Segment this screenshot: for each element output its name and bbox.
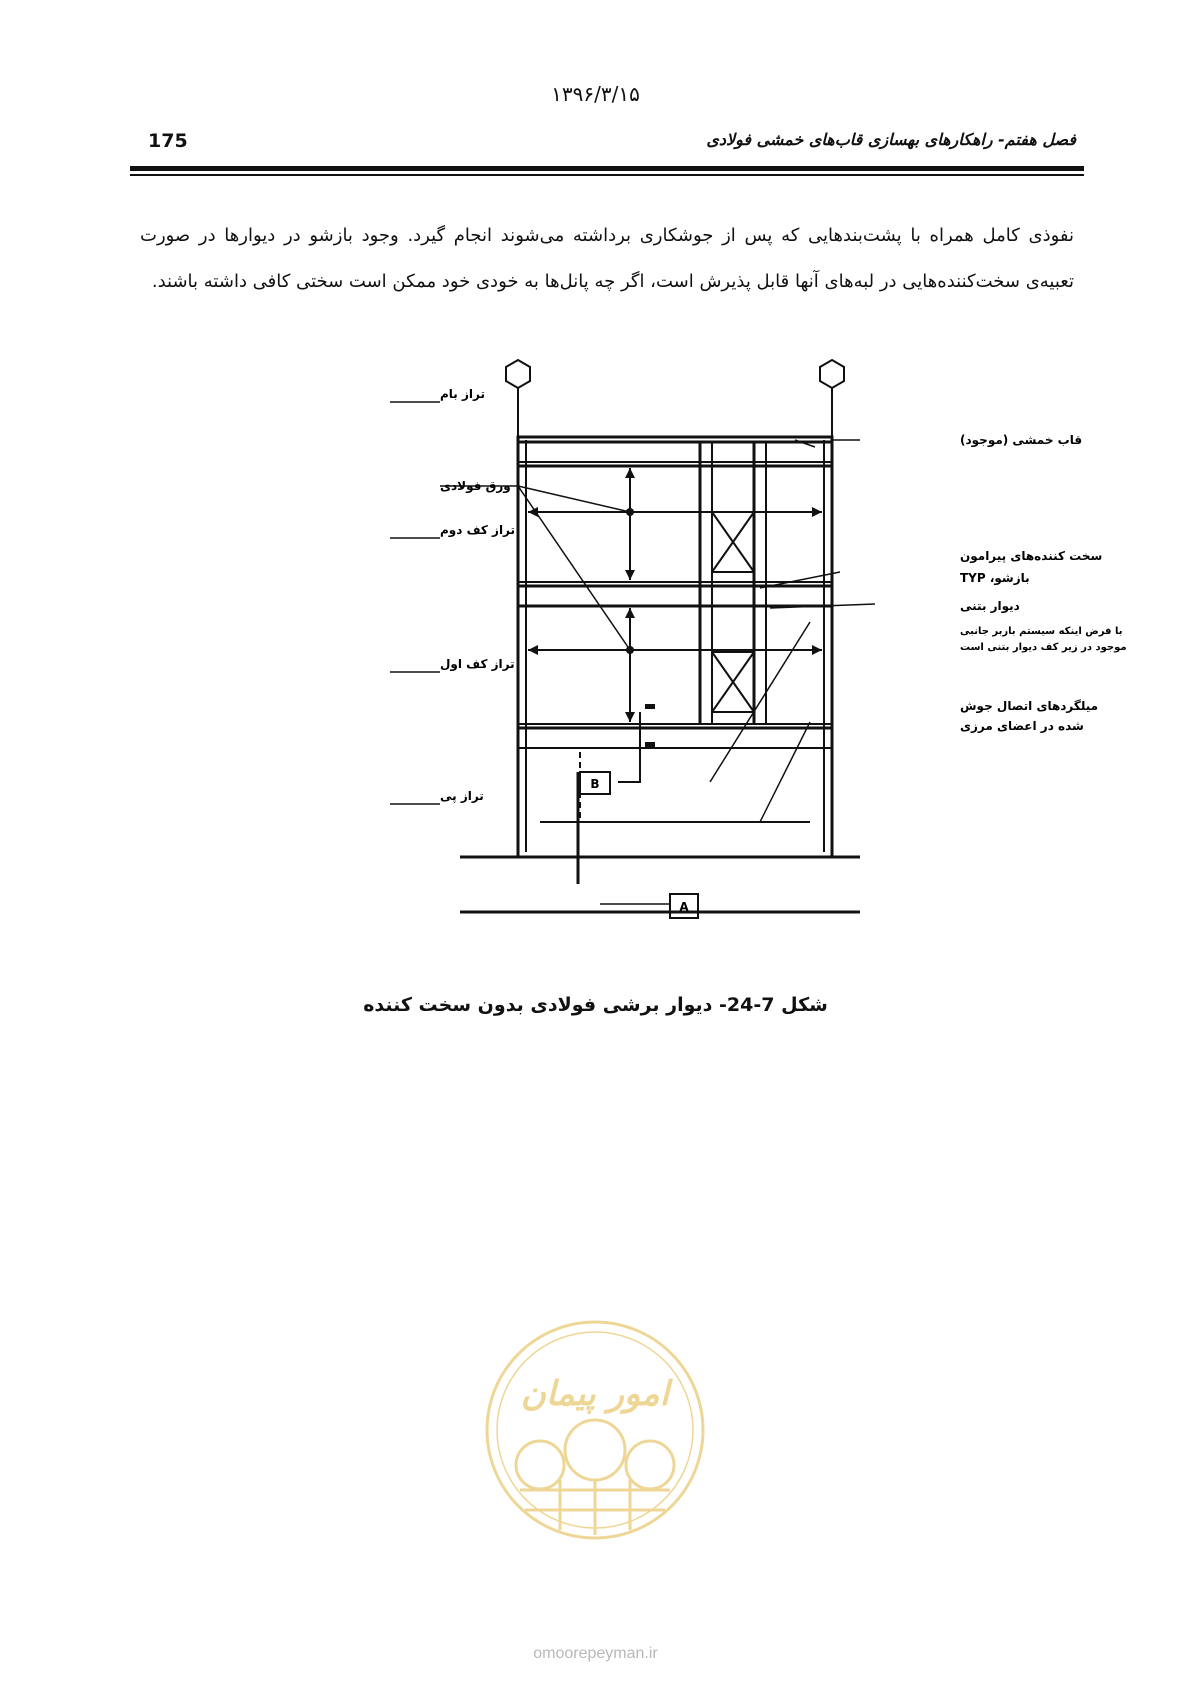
- label-stiffeners-2: بازشو، TYP: [960, 571, 1030, 585]
- label-steel-plate: ورق فولادی: [440, 479, 511, 493]
- label-roof-level: تراز بام: [440, 387, 485, 401]
- moment-frame: [518, 437, 832, 857]
- watermark-site: omoorepeyman.ir: [533, 1645, 658, 1662]
- watermark-logo-text: امور پیمان: [520, 1374, 670, 1414]
- label-stiffeners-1: سخت کننده‌های پیرامون: [960, 549, 1103, 563]
- figure-caption: شکل 7-24- دیوار برشی فولادی بدون سخت کننده: [363, 994, 828, 1016]
- document-date: ۱۳۹۶/۳/۱۵: [551, 82, 640, 106]
- label-rebar-2: شده در اعضای مرزی: [960, 719, 1084, 733]
- label-first-floor: تراز کف اول: [440, 657, 515, 671]
- chapter-title: فصل هفتم- راهکارهای بهسازی قاب‌های خمشی فولادی: [706, 130, 1076, 149]
- label-moment-frame: قاب خمشی (موجود): [960, 433, 1083, 447]
- watermark-logo: [480, 1315, 710, 1549]
- label-assumption-1: با فرض اینکه سیستم باربر جانبی: [960, 626, 1123, 637]
- page-number: 175: [148, 130, 188, 152]
- body-paragraph: نفوذی کامل همراه با پشت‌بندهایی که پس از جوشکاری برداشته می‌شوند انجام گیرد. وجود بازشو در دیوارها در صورت تعبیه‌ی سخت‌کننده‌هایی در لبه‌های آنها قابل پذیرش است، اگر چه پانل‌ها به خودی خود ممکن است سختی کافی داشته باشند.: [140, 225, 1074, 292]
- label-concrete-wall: دیوار بتنی: [960, 599, 1020, 613]
- header-rule-thin: [130, 174, 1084, 176]
- label-foundation: تراز پی: [440, 789, 484, 803]
- label-rebar-1: میلگردهای اتصال جوش: [960, 699, 1099, 713]
- label-assumption-2: موجود در زیر کف دیوار بتنی است: [960, 642, 1127, 653]
- grid-marker-right: [820, 360, 844, 388]
- grid-marker-left: [506, 360, 530, 388]
- label-second-floor: تراز کف دوم: [440, 523, 516, 537]
- label-section-a: A: [679, 900, 689, 914]
- header-rule: [130, 166, 1084, 171]
- label-detail-b: B: [590, 777, 600, 791]
- shear-wall-figure: [400, 352, 1127, 991]
